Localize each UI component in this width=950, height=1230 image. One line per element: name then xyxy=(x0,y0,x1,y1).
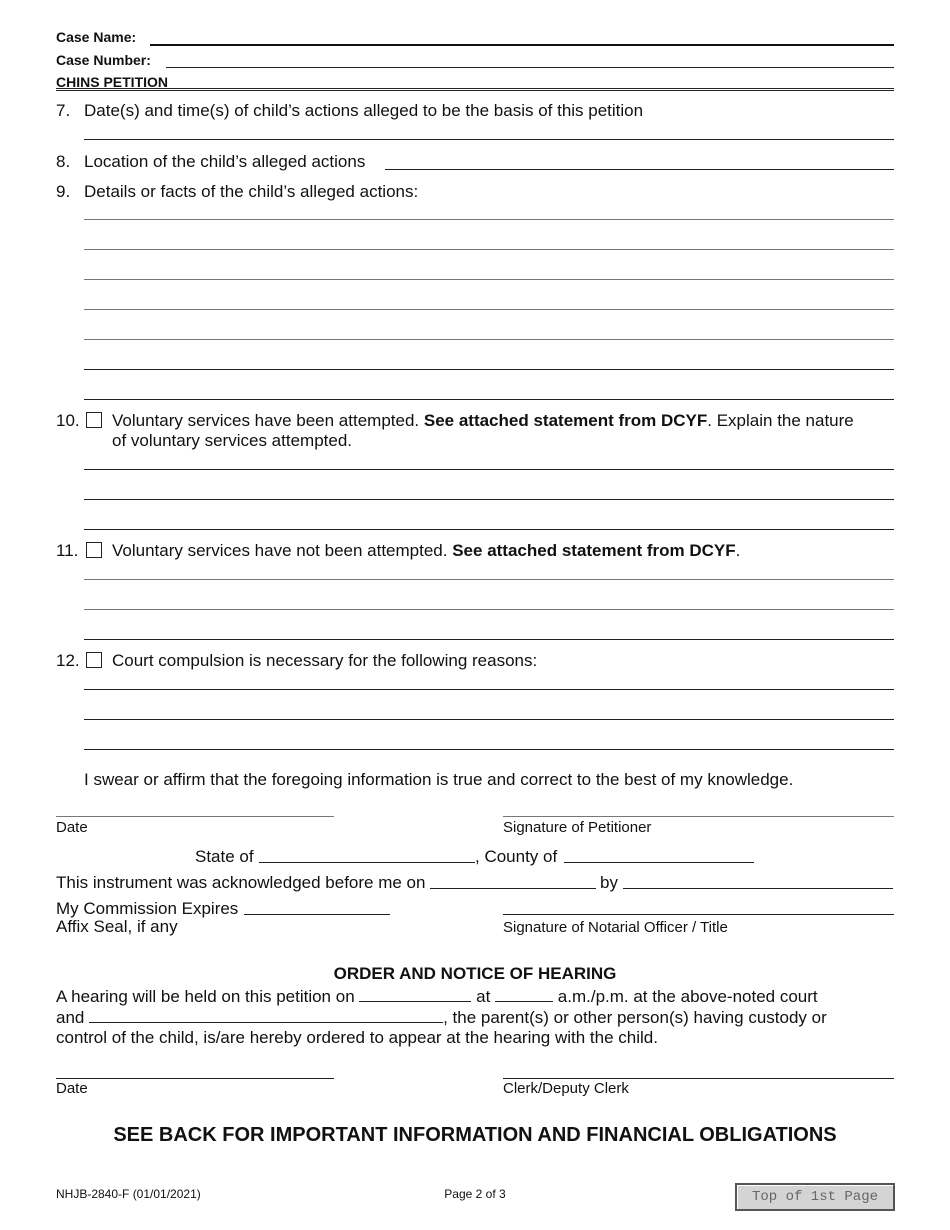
item-11-number: 11. xyxy=(56,541,79,560)
item-9-line-4[interactable] xyxy=(84,309,894,310)
petition-date-label: Date xyxy=(56,819,88,836)
hearing-date-line[interactable] xyxy=(56,1078,334,1079)
item-9-line-5[interactable] xyxy=(84,339,894,340)
top-of-first-page-button[interactable]: Top of 1st Page xyxy=(735,1183,895,1211)
notarial-signature-label: Signature of Notarial Officer / Title xyxy=(503,919,728,936)
clerk-signature-line[interactable] xyxy=(503,1078,894,1079)
item-12-text: Court compulsion is necessary for the following reasons: xyxy=(112,651,538,670)
hearing-person-blank[interactable] xyxy=(89,1007,443,1023)
header-divider xyxy=(56,88,894,89)
acknowledged-date-line[interactable] xyxy=(430,888,596,889)
state-of-label: State of xyxy=(195,847,254,866)
petition-date-line[interactable] xyxy=(56,816,334,817)
item-12-number: 12. xyxy=(56,651,80,670)
hearing-line-1: A hearing will be held on this petition on at a.m./p.m. at the above-noted court xyxy=(56,987,818,1006)
item-11-line-2[interactable] xyxy=(84,609,894,610)
county-of-label: , County of xyxy=(475,847,558,866)
acknowledged-by-line[interactable] xyxy=(623,888,893,889)
county-of-line[interactable] xyxy=(564,862,754,863)
item-9-text: Details or facts of the child’s alleged actions: xyxy=(84,182,419,201)
item-7-answer-line[interactable] xyxy=(84,139,894,140)
item-8-answer-line[interactable] xyxy=(385,169,894,170)
item-9-number: 9. xyxy=(56,182,71,201)
hearing-time-blank[interactable] xyxy=(495,986,553,1002)
form-title: CHINS PETITION xyxy=(56,74,169,90)
oath-statement: I swear or affirm that the foregoing information is true and correct to the best of my knowledge. xyxy=(84,770,794,789)
acknowledged-label: This instrument was acknowledged before me on xyxy=(56,873,426,892)
item-10-line-1[interactable] xyxy=(84,469,894,470)
hearing-date-label: Date xyxy=(56,1080,88,1097)
hearing-line-3: control of the child, is/are hereby ordered to appear at the hearing with the child. xyxy=(56,1028,658,1047)
item-11-checkbox[interactable] xyxy=(86,542,102,558)
hearing-line-2: and , the parent(s) or other person(s) having custody or xyxy=(56,1008,827,1027)
item-12-checkbox[interactable] xyxy=(86,652,102,668)
header-divider-2 xyxy=(56,90,894,91)
hearing-title: ORDER AND NOTICE OF HEARING xyxy=(333,964,617,983)
item-10-number: 10. xyxy=(56,411,80,430)
petitioner-signature-label: Signature of Petitioner xyxy=(503,819,652,836)
item-12-line-2[interactable] xyxy=(84,719,894,720)
item-7-number: 7. xyxy=(56,101,71,120)
case-number-label: Case Number: xyxy=(56,52,151,68)
case-name-label: Case Name: xyxy=(56,29,137,45)
affix-seal-label: Affix Seal, if any xyxy=(56,917,178,936)
hearing-date-blank[interactable] xyxy=(359,986,471,1002)
item-8-text: Location of the child’s alleged actions xyxy=(84,152,366,171)
item-9-line-1[interactable] xyxy=(84,219,894,220)
case-name-line xyxy=(150,44,894,46)
item-10-text: Voluntary services have been attempted. See attached statement from DCYF. Explain the nature xyxy=(112,411,854,430)
item-11-line-3[interactable] xyxy=(84,639,894,640)
item-10-line-3[interactable] xyxy=(84,529,894,530)
item-9-line-7[interactable] xyxy=(84,399,894,400)
clerk-signature-label: Clerk/Deputy Clerk xyxy=(503,1080,629,1097)
notarial-signature-line[interactable] xyxy=(503,914,894,915)
form-id: NHJB-2840-F (01/01/2021) xyxy=(56,1187,201,1201)
item-12-line-3[interactable] xyxy=(84,749,894,750)
petitioner-signature-line[interactable] xyxy=(503,816,894,817)
case-number-line xyxy=(166,67,894,68)
commission-label: My Commission Expires xyxy=(56,899,239,918)
page-number: Page 2 of 3 xyxy=(444,1187,506,1201)
item-12-line-1[interactable] xyxy=(84,689,894,690)
item-9-line-2[interactable] xyxy=(84,249,894,250)
item-8-number: 8. xyxy=(56,152,71,171)
item-10-line-2[interactable] xyxy=(84,499,894,500)
item-7-text: Date(s) and time(s) of child’s actions alleged to be the basis of this petition xyxy=(84,101,644,120)
item-9-line-3[interactable] xyxy=(84,279,894,280)
item-9-line-6[interactable] xyxy=(84,369,894,370)
state-of-line[interactable] xyxy=(259,862,475,863)
item-11-text: Voluntary services have not been attempted. See attached statement from DCYF. xyxy=(112,541,741,560)
item-11-line-1[interactable] xyxy=(84,579,894,580)
item-10-text-line2: of voluntary services attempted. xyxy=(112,431,353,450)
item-10-checkbox[interactable] xyxy=(86,412,102,428)
by-label: by xyxy=(600,873,618,892)
commission-date-line[interactable] xyxy=(244,914,390,915)
back-notice: SEE BACK FOR IMPORTANT INFORMATION AND FINANCIAL OBLIGATIONS xyxy=(113,1124,837,1146)
